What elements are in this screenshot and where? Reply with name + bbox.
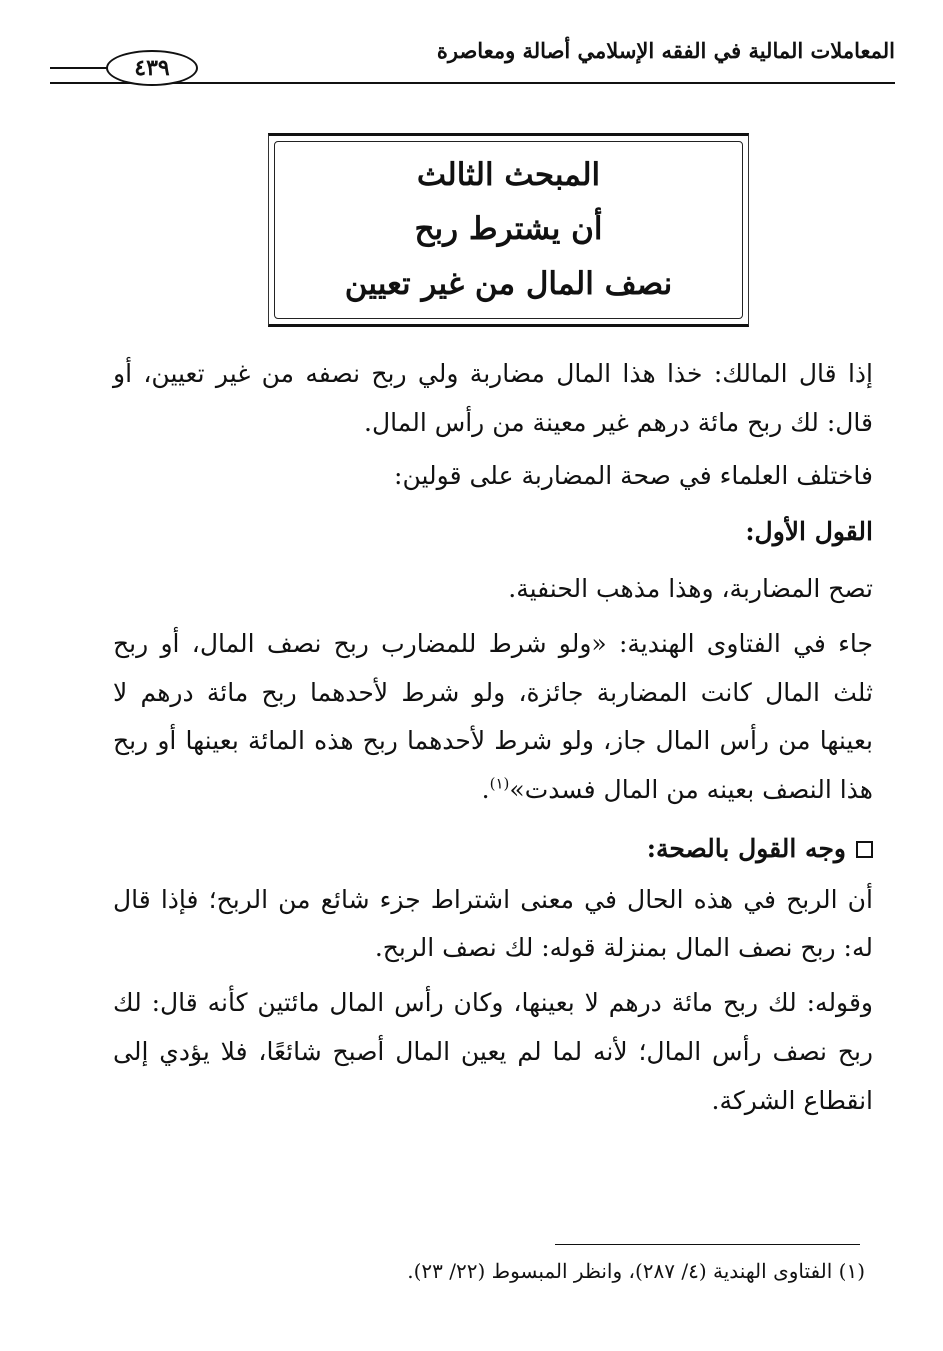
footnote-ref: (١) — [489, 774, 510, 793]
paragraph-6: وقوله: لك ربح مائة درهم لا بعينها، وكان رأس المال مائتين كأنه قال: لك ربح نصف رأس المال؛ لأنه لما لم يعين المال أصبح شائعًا، فلا يؤدي إلى انقطاع الشركة. — [113, 988, 873, 1115]
paragraph-4-quote — [113, 620, 873, 815]
quote-end: . — [481, 775, 490, 804]
section-title-inner — [274, 141, 743, 319]
book-title: المعاملات المالية في الفقه الإسلامي أصالة ومعاصرة — [436, 38, 895, 63]
header-left-line — [50, 67, 108, 69]
subheading-first-opinion: القول الأول: — [745, 517, 873, 547]
subheading-validity-reason — [113, 825, 873, 874]
paragraph-2: فاختلف العلماء في صحة المضاربة على قولين: — [394, 460, 873, 490]
page-number: ٤٣٩ — [106, 50, 198, 86]
body-text — [113, 350, 873, 1125]
section-title-line-1: المبحث الثالث — [416, 156, 601, 193]
paragraph-1: إذا قال المالك: خذا هذا المال مضاربة ولي ربح نصفه من غير تعيين، أو قال: لك ربح مائة درهم غير معينة من رأس المال. — [113, 359, 873, 437]
paragraph-3: تصح المضاربة، وهذا مذهب الحنفية. — [508, 574, 873, 603]
running-header — [50, 34, 895, 94]
square-bullet-icon — [856, 841, 873, 858]
quote-text: جاء في الفتاوى الهندية: «ولو شرط للمضارب ربح نصف المال، أو ربح ثلث المال كانت المضاربة جائزة، ولو شرط لأحدهما ربح مائة درهم لا بعينها من رأس المال جاز، ولو شرط لأحدهما ربح هذه المائة بعينها أو ربح هذا النصف بعينه من المال فسدت» — [113, 628, 873, 804]
section-title-line-3: نصف المال من غير تعيين — [344, 266, 673, 303]
subheading-text: وجه القول بالصحة: — [646, 833, 846, 863]
paragraph-5: أن الربح في هذه الحال في معنى اشتراط جزء شائع من الربح؛ فإذا قال له: ربح نصف المال بمنزلة قوله: لك نصف الربح. — [113, 884, 873, 963]
section-title-line-2: أن يشترط ربح — [414, 211, 603, 248]
footnote-rule — [555, 1244, 860, 1245]
section-title-frame — [268, 133, 749, 327]
footnote: (١) الفتاوى الهندية (٤/ ٢٨٧)، وانظر المبسوط (٢٢/ ٢٣). — [407, 1259, 865, 1283]
